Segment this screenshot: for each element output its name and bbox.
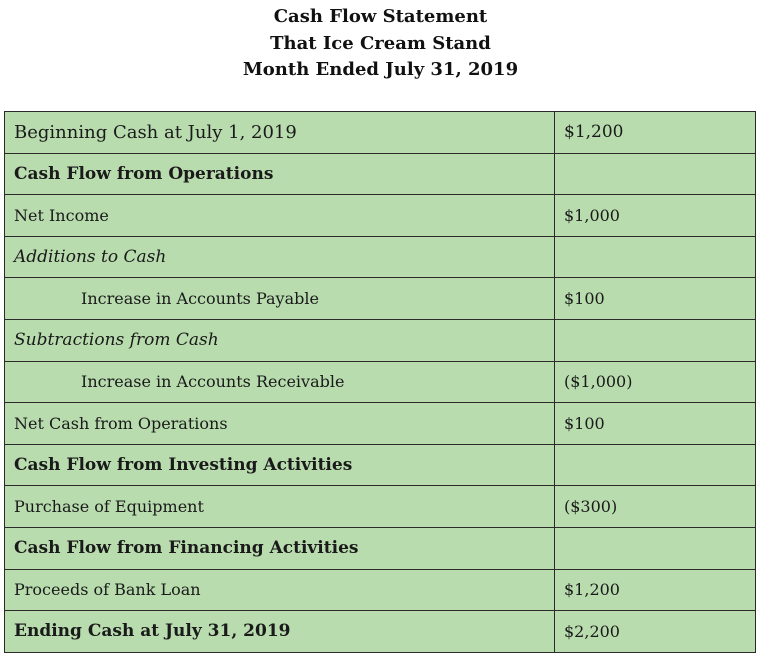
row-label: Subtractions from Cash <box>5 319 555 361</box>
row-label: Cash Flow from Investing Activities <box>5 444 555 486</box>
statement-title: Cash Flow Statement <box>273 6 488 27</box>
row-label: Net Income <box>5 195 555 237</box>
row-amount: ($1,000) <box>555 361 756 403</box>
row-additions-heading <box>5 236 756 278</box>
row-label: Purchase of Equipment <box>5 486 555 528</box>
row-amount <box>555 319 756 361</box>
row-label: Proceeds of Bank Loan <box>5 569 555 611</box>
cash-flow-table <box>4 111 756 653</box>
row-label: Net Cash from Operations <box>5 403 555 445</box>
row-amount: $2,200 <box>555 611 756 653</box>
row-accounts-receivable <box>5 361 756 403</box>
row-label: Additions to Cash <box>5 236 555 278</box>
row-financing-heading <box>5 527 756 569</box>
row-label: Cash Flow from Operations <box>5 153 555 195</box>
row-net-cash-operations <box>5 403 756 445</box>
row-label: Increase in Accounts Receivable <box>5 361 555 403</box>
row-bank-loan <box>5 569 756 611</box>
statement-period: Month Ended July 31, 2019 <box>242 59 519 80</box>
statement-header <box>0 4 761 84</box>
row-amount: $100 <box>555 403 756 445</box>
row-amount: $1,200 <box>555 112 756 154</box>
row-amount <box>555 236 756 278</box>
row-net-income <box>5 195 756 237</box>
row-beginning-cash <box>5 112 756 154</box>
row-ending-cash <box>5 611 756 653</box>
row-label: Beginning Cash at July 1, 2019 <box>5 112 555 154</box>
row-amount: $1,000 <box>555 195 756 237</box>
row-amount: $1,200 <box>555 569 756 611</box>
row-subtractions-heading <box>5 319 756 361</box>
row-label: Increase in Accounts Payable <box>5 278 555 320</box>
row-accounts-payable <box>5 278 756 320</box>
row-amount <box>555 153 756 195</box>
row-amount: ($300) <box>555 486 756 528</box>
row-amount <box>555 527 756 569</box>
row-operations-heading <box>5 153 756 195</box>
row-purchase-equipment <box>5 486 756 528</box>
row-label: Ending Cash at July 31, 2019 <box>5 611 555 653</box>
row-investing-heading <box>5 444 756 486</box>
row-amount: $100 <box>555 278 756 320</box>
row-label: Cash Flow from Financing Activities <box>5 527 555 569</box>
row-amount <box>555 444 756 486</box>
company-name: That Ice Cream Stand <box>270 32 491 54</box>
